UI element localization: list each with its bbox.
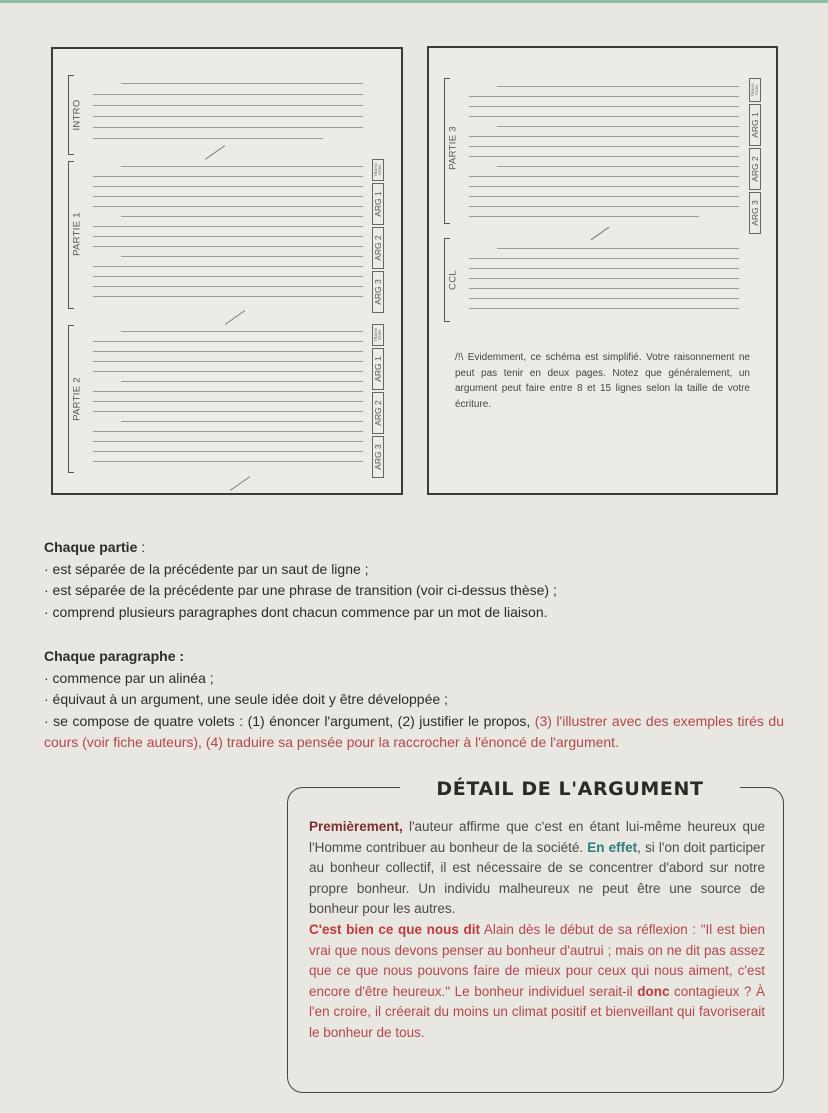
partie3-label: PARTIE 3 bbox=[447, 126, 459, 170]
partie3-bracket bbox=[444, 78, 445, 224]
section-chaque-paragraphe bbox=[44, 646, 784, 754]
list-item: · se compose de quatre volets : (1) énoncer l'argument, (2) justifier le propos, (3) l'illustrer avec des exemples tirés du cours (voir fiche auteurs), (4) traduire sa pensée pour la raccrocher à l'énoncé de l'argument. bbox=[44, 712, 784, 750]
partie2-bracket bbox=[68, 325, 69, 473]
transition-mark bbox=[205, 145, 225, 160]
list-item: · comprend plusieurs paragraphes dont chacun commence par un mot de liaison. bbox=[44, 603, 548, 620]
arg2-box: ARG 2 bbox=[749, 148, 761, 190]
arg3-box: ARG 3 bbox=[372, 436, 384, 478]
transition-mark bbox=[225, 310, 245, 325]
ccl-label: CCL bbox=[447, 270, 459, 290]
ccl-bracket bbox=[444, 238, 445, 322]
section-chaque-partie bbox=[44, 537, 784, 623]
list-item: · est séparée de la précédente par une phrase de transition (voir ci-dessus thèse) ; bbox=[44, 582, 557, 598]
partie-heading: Chaque partie bbox=[44, 539, 138, 555]
argument-detail-text: Premièrement, l'auteur affirme que c'est en étant lui-même heureux que l'Homme contribuer au bonheur de la société. En effet, si l'on doit participer au bonheur collectif, il est nécessaire de se concentrer d'abord sur notre propre bonheur. Un individu malheureux ne peut être une source de bonheur pour les autres. C'est bien ce que nous dit Alain dès le début de sa réflexion : "Il est bien vrai que nous devons penser au bonheur d'autrui ; mais on ne dit pas assez que ce que nous pouvons faire de mieux pour ceux qui nous aiment, c'est encore d'être heureux." Le bonheur individuel serait-il donc contagieux ? À l'en croire, il créerait du moins un climat positif et bienveillant qui favoriserait le bonheur de tous. bbox=[309, 819, 765, 1040]
partie1-bracket bbox=[68, 161, 69, 309]
arg1-box: ARG 1 bbox=[372, 348, 384, 390]
intro-bracket bbox=[68, 75, 69, 155]
transition-box: TRANS ITION bbox=[372, 324, 384, 346]
transition-mark bbox=[591, 227, 610, 240]
essay-diagram-page-1 bbox=[51, 47, 403, 495]
diagram-note: /!\ Evidemment, ce schéma est simplifié. Votre raisonnement ne peut pas tenir en deux pages. Notez que généralement, un argument peut faire entre 8 et 15 lignes selon la taille de votre écriture. bbox=[455, 352, 750, 410]
transition-mark bbox=[230, 476, 250, 491]
arg1-box: ARG 1 bbox=[372, 183, 384, 225]
partie-heading-colon: : bbox=[137, 539, 146, 555]
transition-box: TRANS ITION bbox=[749, 78, 761, 102]
arg3-box: ARG 3 bbox=[372, 271, 384, 313]
arg1-box: ARG 1 bbox=[749, 104, 761, 146]
argument-detail-title: DÉTAIL DE L'ARGUMENT bbox=[400, 774, 740, 804]
arg2-box: ARG 2 bbox=[372, 227, 384, 269]
paragraphe-heading: Chaque paragraphe : bbox=[44, 648, 185, 664]
list-item: · commence par un alinéa ; bbox=[44, 669, 214, 686]
intro-label: INTRO bbox=[71, 99, 83, 131]
partie2-label: PARTIE 2 bbox=[71, 377, 83, 421]
list-item: · équivaut à un argument, une seule idée doit y être développée ; bbox=[44, 691, 448, 707]
list-item: · est séparée de la précédente par un saut de ligne ; bbox=[44, 560, 369, 577]
arg2-box: ARG 2 bbox=[372, 392, 384, 434]
arg3-box: ARG 3 bbox=[749, 192, 761, 234]
essay-diagram-page-2 bbox=[427, 46, 778, 495]
transition-box: TRANS ITION bbox=[372, 159, 384, 181]
partie1-label: PARTIE 1 bbox=[71, 212, 83, 256]
